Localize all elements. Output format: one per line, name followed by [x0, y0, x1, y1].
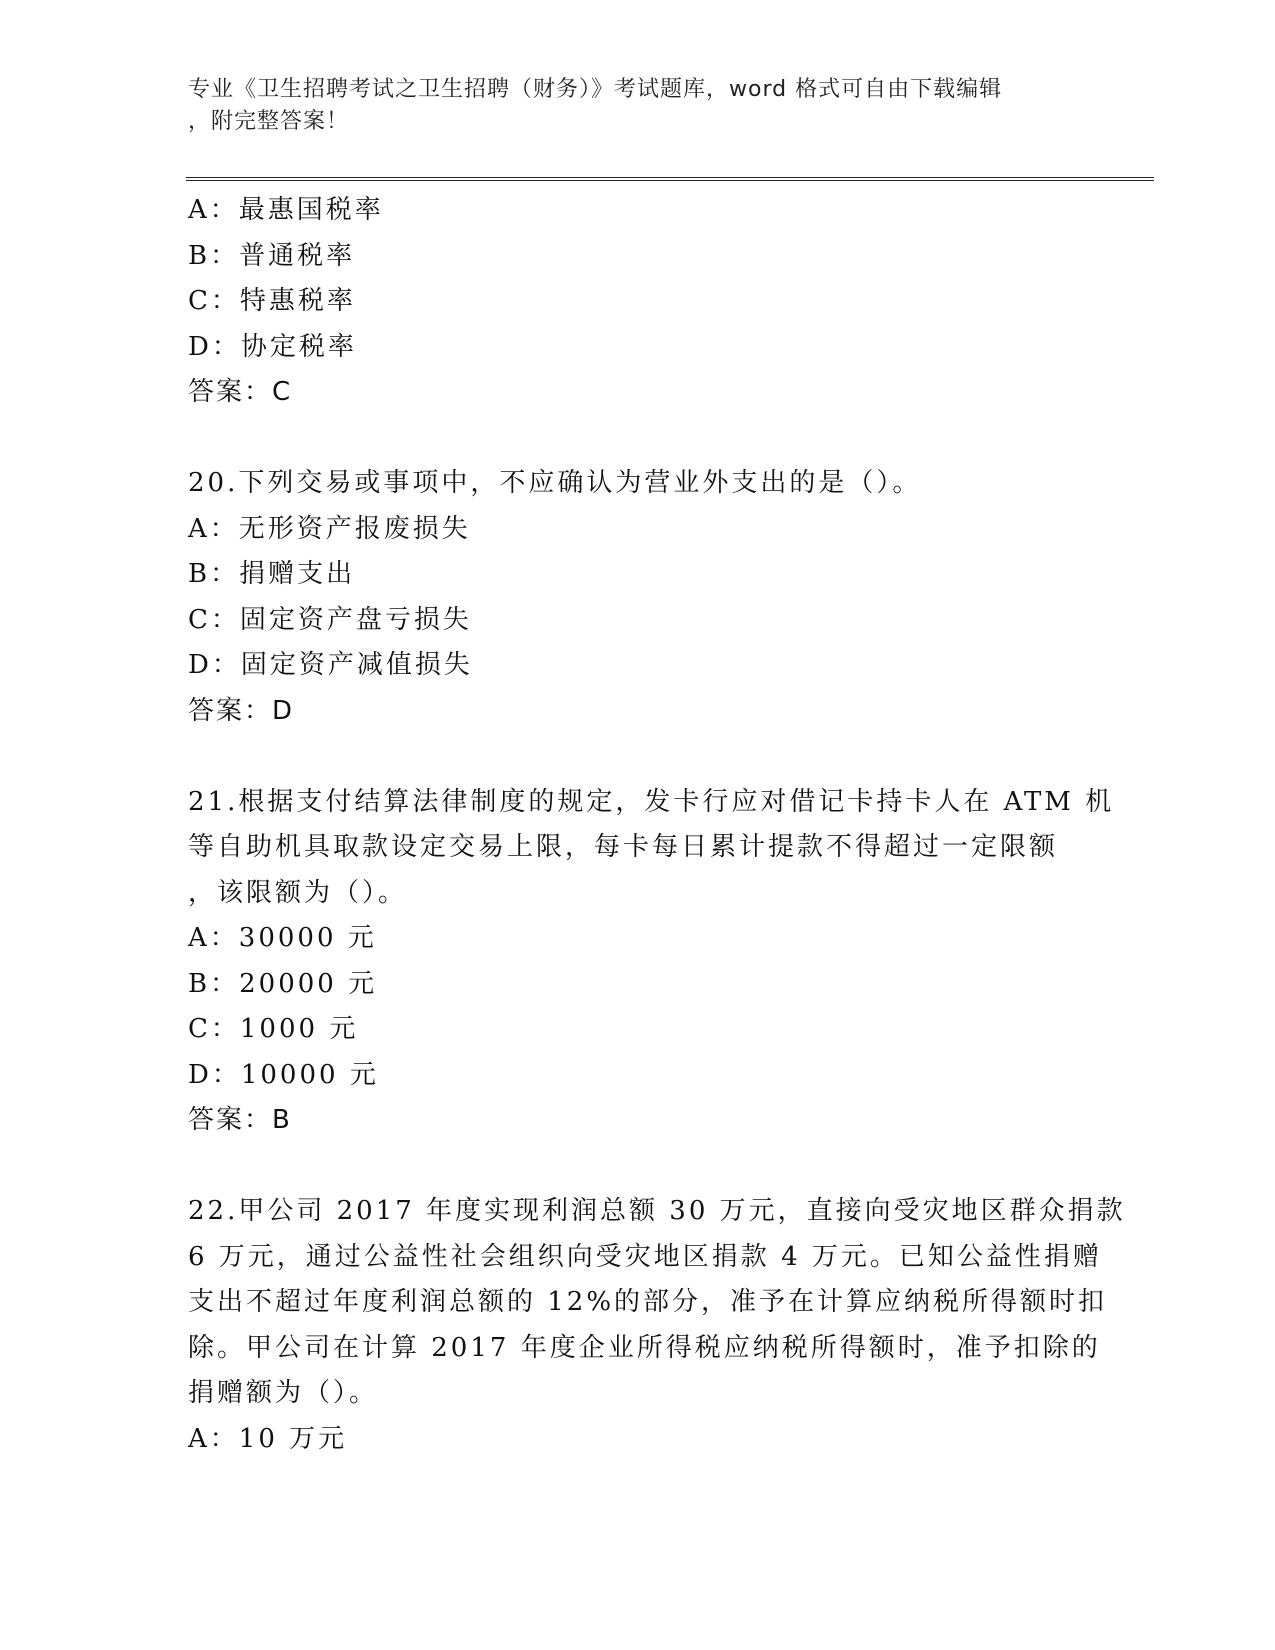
question-stem-line-2: 等自助机具取款设定交易上限，每卡每日累计提款不得超过一定限额 [188, 832, 1059, 862]
answer-21: 答案：B [188, 1105, 292, 1135]
question-stem: 20.下列交易或事项中，不应确认为营业外支出的是（）。 [188, 468, 922, 498]
header-double-rule [186, 177, 1154, 181]
option-b: B：20000 元 [188, 968, 378, 999]
question-stem-line-5: 捐赠额为（）。 [188, 1378, 379, 1408]
option-a: A：无形资产报废损失 [188, 513, 471, 544]
answer-20: 答案：D [188, 695, 295, 726]
option-a: A：最惠国税率 [188, 195, 384, 225]
spacer [188, 734, 1068, 780]
option-d: D：10000 元 [188, 1059, 379, 1090]
option-b: B：捐赠支出 [188, 559, 356, 589]
question-list [188, 188, 1126, 1462]
question-20 [188, 461, 1068, 734]
question-stem-line-1: 22.甲公司 2017 年度实现利润总额 30 万元，直接向受灾地区群众捐款 [188, 1196, 1126, 1226]
header-line-2: ，附完整答案！ [188, 109, 350, 134]
spacer [188, 416, 1068, 462]
question-21 [188, 780, 1115, 1144]
spacer [188, 1144, 1068, 1190]
option-d: D：固定资产减值损失 [188, 650, 473, 680]
answer-19: 答案：C [188, 377, 293, 407]
option-c: C：特惠税率 [188, 286, 356, 316]
option-a: A：30000 元 [188, 923, 377, 953]
option-b: B：普通税率 [188, 240, 356, 271]
document-header [188, 74, 1068, 138]
question-stem-line-3: ，该限额为（）。 [188, 877, 408, 908]
option-c: C：固定资产盘亏损失 [188, 604, 472, 635]
question-stem-line-2: 6 万元，通过公益性社会组织向受灾地区捐款 4 万元。已知公益性捐赠 [188, 1241, 1102, 1272]
option-d: D：协定税率 [188, 331, 357, 362]
question-22 [188, 1189, 1126, 1462]
question-stem-line-4: 除。甲公司在计算 2017 年度企业所得税应纳税所得额时，准予扣除的 [188, 1332, 1101, 1363]
option-a: A：10 万元 [188, 1423, 348, 1454]
question-stem-line-1: 21.根据支付结算法律制度的规定，发卡行应对借记卡持卡人在 ATM 机 [188, 786, 1115, 817]
question-19 [188, 188, 1068, 416]
header-line-1: 专业《卫生招聘考试之卫生招聘（财务）》考试题库，word 格式可自由下载编辑 [188, 77, 1003, 102]
option-c: C：1000 元 [188, 1014, 359, 1044]
question-stem-line-3: 支出不超过年度利润总额的 12%的部分，准予在计算应纳税所得额时扣 [188, 1287, 1108, 1317]
